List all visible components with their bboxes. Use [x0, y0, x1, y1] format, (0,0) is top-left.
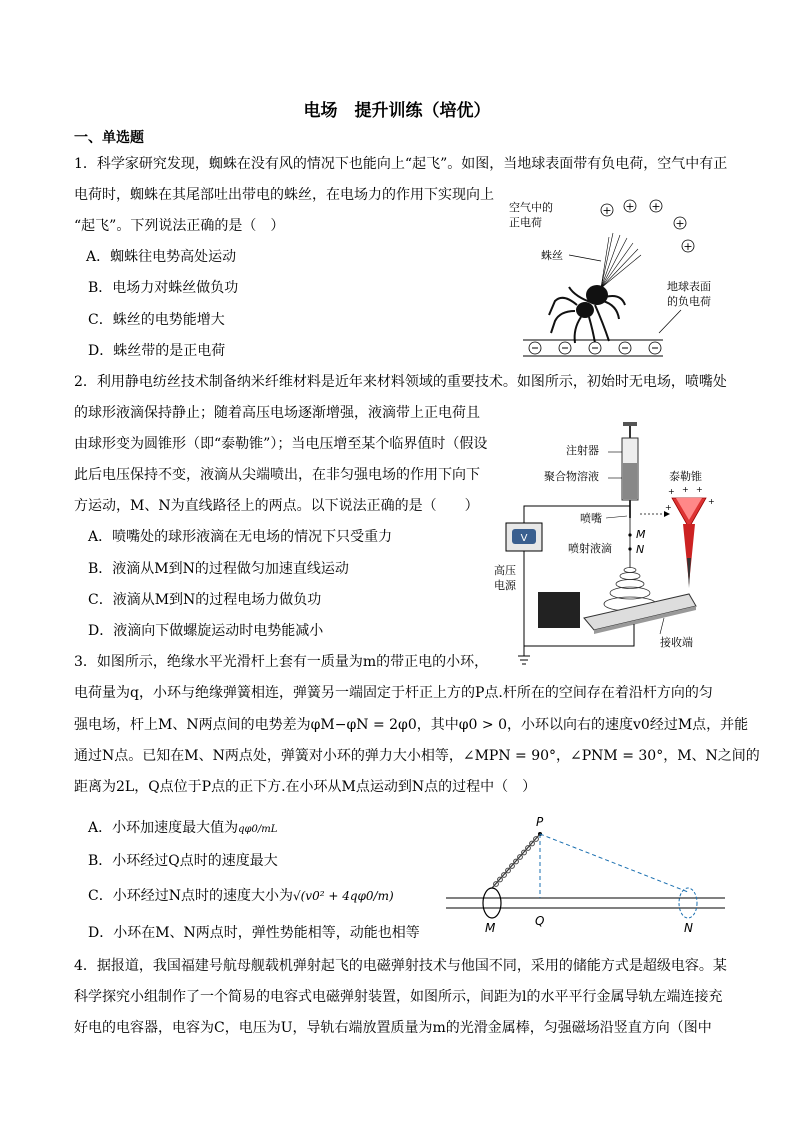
fig1-air-label-2: 正电荷 — [509, 216, 542, 229]
q3-formula-c: √(v0² + 4qφ0/m) — [292, 889, 394, 903]
svg-text:+: + — [683, 240, 693, 253]
q3-line-4: 通过N点。已知在M、N两点处，弹簧对小环的弹力大小相等，∠MPN = 90°，∠PNM = 30°，M、N之间的 — [74, 748, 760, 764]
page-title: 电场 提升训练（培优） — [303, 101, 491, 121]
svg-text:+: + — [602, 204, 612, 217]
q3-option-b[interactable]: B．小环经过Q点时的速度最大 — [88, 853, 278, 869]
fig1-air-label-1: 空气中的 — [509, 201, 553, 214]
q3-option-c[interactable] — [88, 886, 394, 906]
spider-figure — [505, 193, 715, 363]
q1-option-c[interactable]: C．蛛丝的电势能增大 — [88, 312, 225, 328]
q2-option-b[interactable]: B．液滴从M到N的过程做匀加速直线运动 — [88, 561, 349, 577]
electrospinning-figure — [484, 418, 724, 670]
q3-line-3: 强电场，杆上M、N两点间的电势差为φM−φN = 2φ0，其中φ0 > 0，小环以向右的速度v0经过M点，并能 — [74, 717, 749, 733]
q1-option-b[interactable]: B．电场力对蛛丝做负功 — [88, 280, 239, 296]
fig1-ground-label-2: 的负电荷 — [667, 295, 711, 308]
svg-text:+: + — [682, 485, 689, 494]
svg-text:+: + — [708, 497, 715, 506]
fig3-p-label: P — [536, 815, 544, 829]
q1-option-a[interactable]: A．蜘蛛往电势高处运动 — [86, 249, 237, 265]
svg-text:+: + — [696, 485, 703, 494]
q1-line-3: “起飞”。下列说法正确的是（ ） — [74, 218, 285, 234]
q2-option-c[interactable]: C．液滴从M到N的过程电场力做负功 — [88, 592, 322, 608]
svg-text:+: + — [668, 487, 675, 496]
fig3-q-label: Q — [535, 914, 545, 928]
fig1-ground-label-1: 地球表面 — [667, 280, 711, 293]
fig2-receiver-label: 接收端 — [660, 636, 693, 649]
q3-line-1: 3．如图所示，绝缘水平光滑杆上套有一质量为m的带正电的小环， — [74, 654, 489, 670]
fig3-n-label: N — [684, 921, 693, 935]
q3-line-5: 距离为2L，Q点位于P点的正下方.在小环从M点运动到N点的过程中（ ） — [74, 779, 537, 795]
q2-line-2: 的球形液滴保持静止；随着高压电场逐渐增强，液滴带上正电荷且 — [74, 405, 480, 421]
q3-option-a[interactable] — [88, 818, 277, 840]
q1-option-d[interactable]: D．蛛丝带的是正电荷 — [88, 343, 226, 359]
q4-line-1: 4．据报道，我国福建号航母舰载机弹射起飞的电磁弹射技术与他国不同，采用的储能方式是超级电容。某 — [74, 958, 727, 974]
svg-text:+: + — [651, 200, 661, 213]
q1-line-2: 电荷时，蜘蛛在其尾部吐出带电的蛛丝，在电场力的作用下实现向上 — [74, 187, 494, 203]
q3-line-2: 电荷量为q，小环与绝缘弹簧相连，弹簧另一端固定于杆正上方的P点.杆所在的空间存在着沿杆方向的匀 — [74, 685, 713, 701]
fig2-voltmeter-label: V — [520, 533, 528, 544]
fig2-syringe-label: 注射器 — [566, 444, 599, 457]
fig2-spray-label: 喷射液滴 — [568, 542, 612, 555]
fig2-taylor-label: 泰勒锥 — [669, 470, 702, 483]
q4-line-3: 好电的电容器，电容为C，电压为U，导轨右端放置质量为m的光滑金属棒，匀强磁场沿竖直方向（图中 — [74, 1020, 712, 1036]
q2-option-a[interactable]: A．喷嘴处的球形液滴在无电场的情况下只受重力 — [88, 529, 393, 545]
q2-line-1: 2．利用静电纺丝技术制备纳米纤维材料是近年来材料领域的重要技术。如图所示，初始时无电场，喷嘴处 — [74, 374, 727, 390]
fig2-hv-label-1: 高压 — [494, 564, 516, 577]
q2-line-5: 方运动，M、N为直线路径上的两点。以下说法正确的是（ ） — [74, 498, 479, 514]
q1-line-1: 1．科学家研究发现，蜘蛛在没有风的情况下也能向上“起飞”。如图，当地球表面带有负电荷，空气中有正 — [74, 156, 728, 172]
q3-formula-a: qφ0/mL — [238, 824, 278, 835]
q2-line-4: 此后电压保持不变，液滴从尖端喷出，在非匀强电场的作用下向下 — [74, 467, 480, 483]
svg-text:+: + — [665, 503, 672, 512]
fig1-silk-label: 蛛丝 — [541, 249, 563, 262]
q3-option-d[interactable]: D．小环在M、N两点时，弹性势能相等，动能也相等 — [88, 925, 420, 941]
svg-text:+: + — [625, 200, 635, 213]
q3-option-a-text: A．小环加速度最大值为 — [88, 820, 239, 836]
q2-line-3: 由球形变为圆锥形（即“泰勒锥”）；当电压增至某个临界值时（假设 — [74, 436, 488, 452]
q3-option-c-text: C．小环经过N点时的速度大小为 — [88, 888, 293, 904]
fig2-hv-label-2: 电源 — [494, 579, 516, 592]
fig2-m-label: M — [636, 528, 646, 541]
fig2-n-label: N — [636, 543, 645, 556]
section-heading: 一、单选题 — [74, 130, 144, 146]
fig2-solution-label: 聚合物溶液 — [544, 470, 599, 483]
svg-text:+: + — [675, 217, 685, 230]
q2-option-d[interactable]: D．液滴向下做螺旋运动时电势能减小 — [88, 623, 324, 639]
ring-spring-figure — [440, 814, 730, 936]
fig3-m-label: M — [485, 921, 496, 935]
fig2-nozzle-label: 喷嘴 — [580, 512, 602, 525]
q4-line-2: 科学探究小组制作了一个简易的电容式电磁弹射装置，如图所示，间距为l的水平平行金属导轨左端连接充 — [74, 989, 723, 1005]
